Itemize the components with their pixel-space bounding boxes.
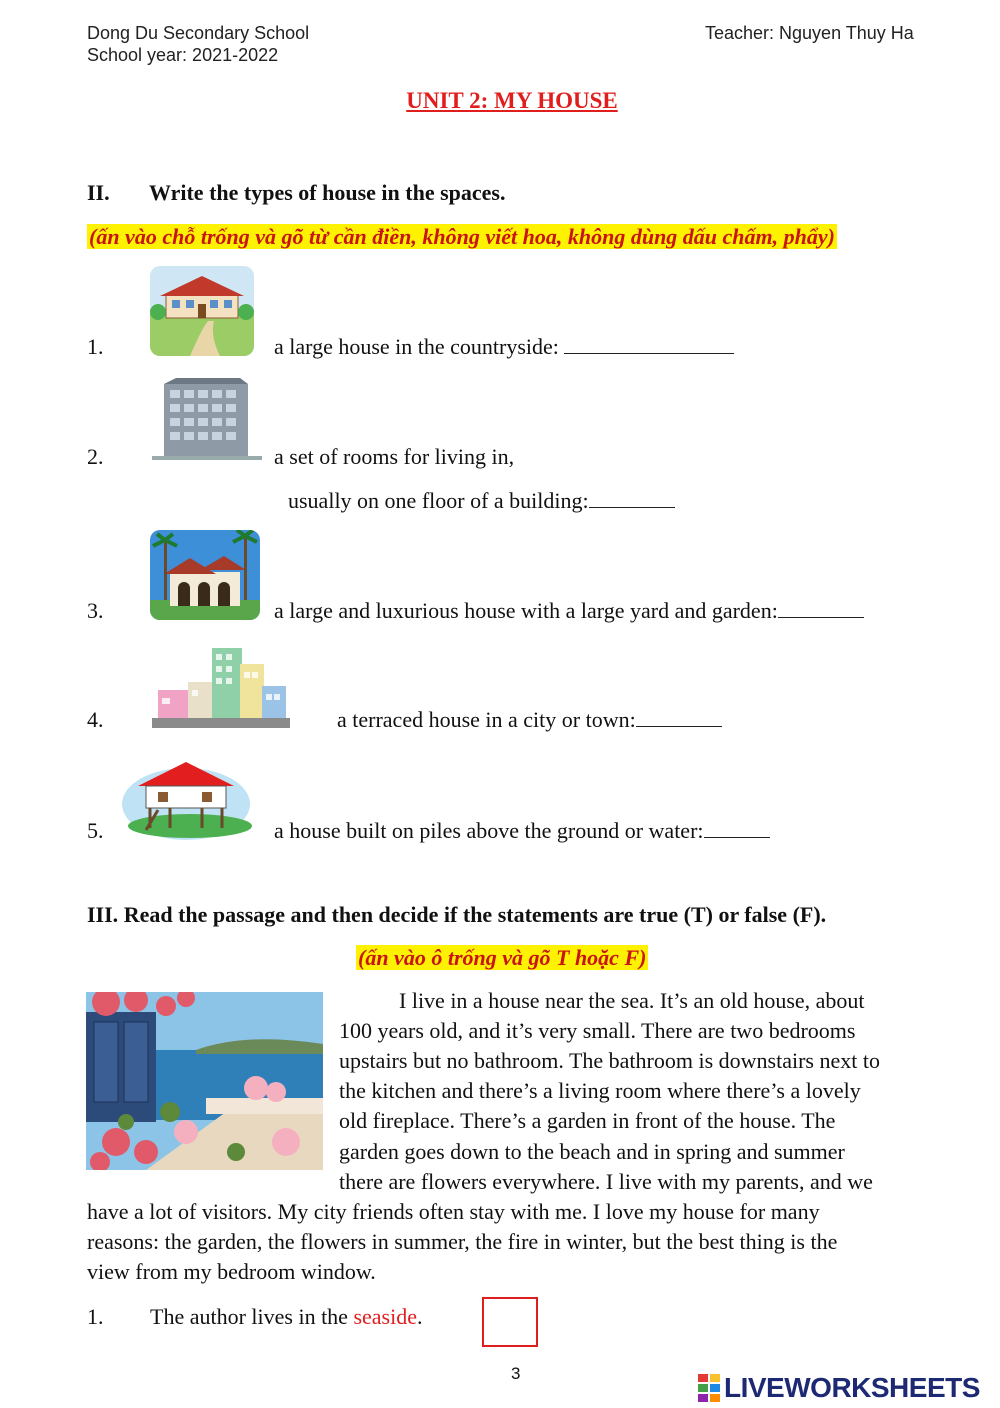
item-3-number: 3. <box>87 598 104 623</box>
liveworksheets-logo-text: LIVEWORKSHEETS <box>724 1372 980 1403</box>
item-2-line-2 <box>288 488 675 514</box>
passage-line: there are flowers everywhere. I live with my parents, and we <box>339 1169 873 1194</box>
statement-1 <box>150 1304 422 1330</box>
item-4-text: a terraced house in a city or town: <box>337 707 636 732</box>
passage-line: reasons: the garden, the flowers in summer, the fire in winter, but the best thing is the <box>87 1229 838 1254</box>
town-house-icon <box>152 642 290 730</box>
seaside-painting-image <box>86 992 323 1170</box>
passage-line: upstairs but no bathroom. The bathroom is downstairs next to <box>339 1048 880 1073</box>
item-2-text: a set of rooms for living in, <box>274 444 515 469</box>
statement-1-answer-box[interactable] <box>482 1297 538 1347</box>
villa-icon <box>150 530 260 620</box>
section-2-heading <box>87 180 505 206</box>
statement-1-keyword: seaside <box>353 1304 417 1329</box>
liveworksheets-logo <box>698 1372 980 1404</box>
school-name: Dong Du Secondary School <box>87 23 310 43</box>
section-2-title: Write the types of house in the spaces. <box>149 180 506 205</box>
unit-title: UNIT 2: MY HOUSE <box>406 88 618 113</box>
passage-line: the kitchen and there’s a living room where there’s a lovely <box>339 1078 861 1103</box>
item-5-answer-blank[interactable] <box>704 819 770 838</box>
teacher-name: Teacher: Nguyen Thuy Ha <box>705 23 914 43</box>
item-1-answer-blank[interactable] <box>564 335 734 354</box>
passage-line: garden goes down to the beach and in spring and summer <box>339 1139 845 1164</box>
passage-line: have a lot of visitors. My city friends often stay with me. I love my house for many <box>87 1199 820 1224</box>
section-2-number: II. <box>87 180 110 205</box>
section-3-number: III. <box>87 902 119 927</box>
item-2-answer-blank[interactable] <box>589 489 675 508</box>
item-3-text: a large and luxurious house with a large yard and garden: <box>274 598 778 623</box>
item-2-number: 2. <box>87 444 104 469</box>
item-4-number: 4. <box>87 707 104 732</box>
school-year: School year: 2021-2022 <box>87 45 279 65</box>
country-house-icon <box>150 266 254 356</box>
section-2-instruction: (ấn vào chỗ trống và gõ từ cần điền, không viết hoa, không dùng dấu chấm, phẩy) <box>89 224 835 249</box>
item-5-line <box>274 818 770 844</box>
section-3-instruction: (ấn vào ô trống và gõ T hoặc F) <box>358 945 647 970</box>
item-3-answer-blank[interactable] <box>778 599 864 618</box>
passage-line: I live in a house near the sea. It’s an old house, about <box>399 988 865 1013</box>
item-5-text: a house built on piles above the ground or water: <box>274 818 704 843</box>
item-1-text: a large house in the countryside: <box>274 334 565 359</box>
item-3-line <box>274 598 864 624</box>
statement-1-text: The author lives in the <box>150 1304 354 1329</box>
item-4-answer-blank[interactable] <box>636 708 722 727</box>
item-4-line <box>337 707 722 733</box>
passage-line: old fireplace. There’s a garden in front of the house. The <box>339 1108 836 1133</box>
stilt-house-icon <box>118 756 254 840</box>
section-2-instruction-line <box>87 224 837 250</box>
page-number: 3 <box>511 1364 521 1383</box>
section-3-instruction-line <box>356 945 648 971</box>
section-3-title: Read the passage and then decide if the statements are true (T) or false (F). <box>123 902 827 927</box>
passage-line: view from my bedroom window. <box>87 1259 376 1284</box>
statement-1-number: 1. <box>87 1304 104 1329</box>
item-1-line <box>274 334 734 360</box>
statement-1-period: . <box>416 1304 423 1329</box>
item-1-number: 1. <box>87 334 104 359</box>
item-2-text-2: usually on one floor of a building: <box>288 488 589 513</box>
section-3-heading <box>87 902 826 928</box>
apartment-building-icon <box>152 374 262 464</box>
liveworksheets-logo-icon <box>698 1374 722 1402</box>
item-5-number: 5. <box>87 818 104 843</box>
passage-line: 100 years old, and it’s very small. There are two bedrooms <box>339 1018 856 1043</box>
